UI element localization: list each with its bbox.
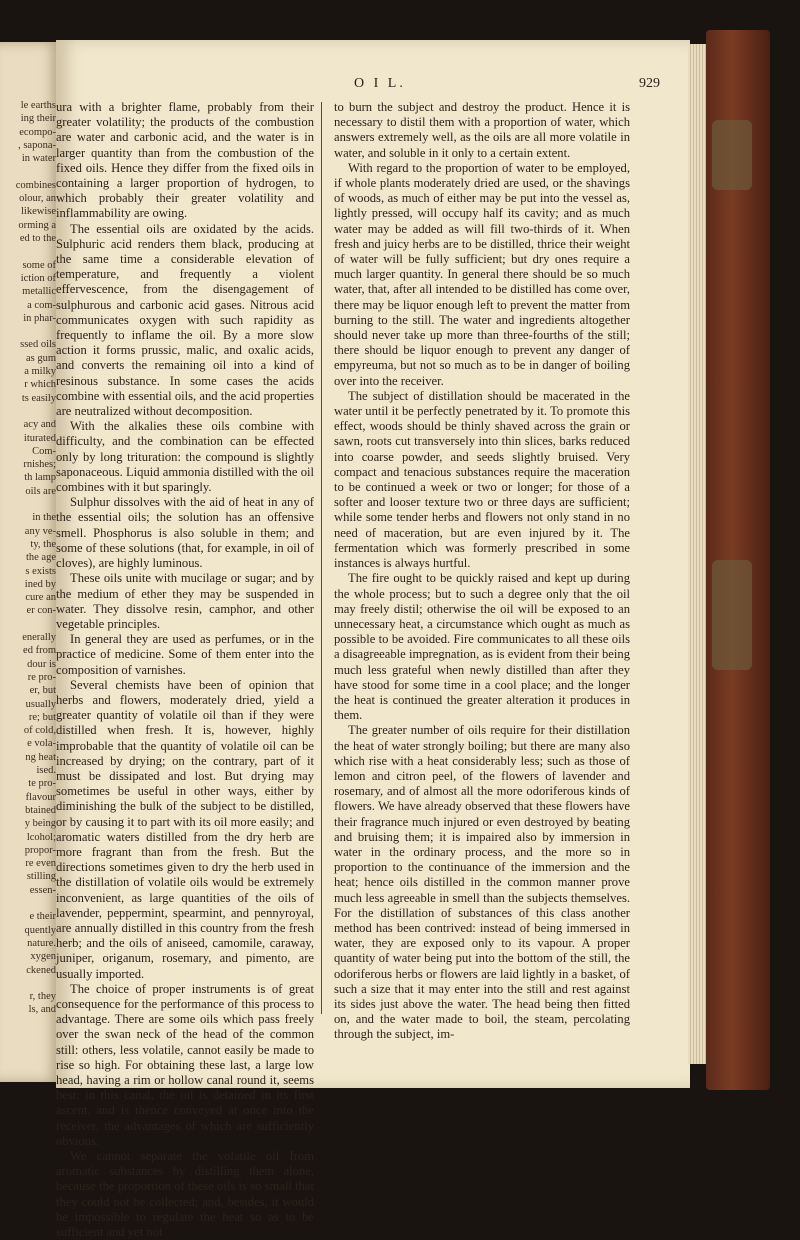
paragraph: ura with a brighter flame, probably from their greater volatility; the products of the combustion are water and carbonic acid, and the water is in larger quantity than from the combustion of the fixed oils. Hence they differ from the fixed oils in containing a larger proportion of hydrogen, to which probably their greater volatility and inflammability are owing.: [56, 100, 314, 221]
left-page-fragment: ined by: [24, 578, 56, 590]
left-page-fragment: ised.: [36, 765, 56, 776]
left-page-fragment: ls, and: [28, 1004, 56, 1016]
left-page-fragment: th lamp: [24, 472, 56, 484]
left-page-fragment: any ve-: [24, 525, 56, 537]
left-page-fragment: oils are: [25, 485, 56, 497]
page-header: [56, 76, 690, 96]
page-number: 929: [639, 76, 660, 91]
left-page-fragment: in phar-: [23, 312, 56, 324]
left-text-column: [56, 100, 314, 1240]
left-page-fragment: iturated: [23, 432, 56, 444]
left-page-fragment: er, but: [29, 685, 56, 697]
paragraph: With the alkalies these oils combine with difficulty, and the combination can be effected only by long trituration: the compound is slightly saponaceous. Liquid ammonia distilled with the oil combines with it but sparingly.: [56, 419, 314, 495]
left-page-fragment: combines: [15, 179, 56, 191]
left-page-fragment: le earths: [20, 100, 56, 111]
left-page-fragment: lcohol;: [26, 831, 56, 843]
left-page-fragment: dour is: [27, 658, 56, 670]
left-page-fragment: er con-: [26, 605, 56, 617]
paragraph: The greater number of oils require for their distillation the heat of water strongly boiling; but there are many also which rise with a heat considerably less; such as those of lemon and citron peel, of the flowers of lavender and rosemary, and of almost all the more odoriferous kinds of flowers. We have already observed that these flowers have their fragrance much injured or even destroyed by beating and bruising them; it is impaired also by immersion in water in the ordinary process, and the more so in proportion to the continuance of the immersion and the heat; hence oils distilled in the common manner prove much less agreeable in smell than the subjects themselves. For the distillation of substances of this class another method has been contrived: instead of being immersed in water, they are exposed only to its vapour. A proper quantity of water being put into the bottom of the still, the odoriferous herbs or flowers are laid lightly in a basket, of such a size that it may enter into the still and rest against its sides just above the water. The head being then fitted on, and the water made to boil, the steam, percolating through the subject, im-: [334, 723, 630, 1042]
left-page-fragment: propor-: [24, 844, 56, 856]
left-page-fragment: y being: [24, 818, 56, 830]
left-page-fragment: ing their: [20, 113, 56, 125]
left-page-fragment: rnishes;: [23, 459, 56, 471]
left-page-fragment: usually: [25, 698, 56, 710]
left-page-fragment: essen-: [29, 884, 56, 896]
left-page-fragment: stilling: [26, 871, 56, 883]
paragraph: Sulphur dissolves with the aid of heat in any of the essential oils; the solution has an offensive smell. Phosphorus is also soluble in them; and some of these solutions (that, for example, in oil of cloves), are highly luminous.: [56, 495, 314, 571]
paragraph: The subject of distillation should be macerated in the water until it be perfectly penetrated by it. To promote this effect, woods should be thinly shaved across the grain or sawn, roots cut transversely into thin slices, barks reduced into coarse powder, and seeds slightly bruised. Very compact and tenacious substances require the maceration to be continued a week or two or longer; for those of a softer and looser texture two or three days are sufficient; while some tender herbs and flowers not only stand in no need of maceration, but are even injured by it. The fermentation which was formerly prescribed in some instances is always hurtful.: [334, 388, 630, 571]
left-page-fragment: r which: [24, 379, 56, 391]
left-page-fragment: the age: [25, 552, 56, 564]
left-page-fragment: xygen: [30, 951, 56, 963]
left-page-fragment: of cold,: [23, 725, 56, 737]
left-page-fragment: a milky: [24, 366, 56, 377]
cover-wear-mark: [712, 560, 752, 670]
right-text-column: [334, 100, 630, 1042]
paragraph: With regard to the proportion of water to be employed, if whole plants moderately dried are used, or the shavings of woods, as much of either may be put into the vessel as, lightly pressed, will occupy half its cavity; and as much water may be added as will fill two-thirds of it. When fresh and juicy herbs are to be distilled, thrice their weight of water will be fully sufficient; but dry ones require a much larger quantity. In general there should be so much water, that, after all intended to be distilled has come over, there may be liquor enough left to prevent the matter from burning to the still. The water and ingredients altogether should never take up more than three-fourths of the still; there should be liquor enough to prevent any danger of empyreuma, but not so much as to be in danger of boiling over into the receiver.: [334, 160, 630, 388]
left-page-fragment: olour, an: [19, 193, 56, 205]
left-page-fragment: ed to the: [19, 233, 56, 244]
column-divider: [321, 102, 322, 1014]
left-page-fragment: re even: [25, 858, 56, 870]
left-page-fragment: ts easily: [21, 392, 56, 404]
left-page-fragment: orming a: [18, 219, 56, 231]
left-page-fragment: re pro-: [27, 671, 56, 683]
left-page-fragment: r, they: [29, 991, 56, 1003]
left-page-edge: [0, 42, 62, 1082]
left-page-fragment: s exists: [25, 565, 56, 577]
left-page-fragment: nature.: [27, 937, 56, 949]
left-page-fragment: te pro-: [28, 778, 56, 790]
left-page-fragment: e their: [29, 911, 56, 923]
paragraph: In general they are used as perfumes, or in the practice of medicine. Some of them enter into the composition of varnishes.: [56, 632, 314, 677]
paragraph: to burn the subject and destroy the product. Hence it is necessary to distil them with a proportion of water, which answers extremely well, as the oils are all more volatile in water, and soluble in it only to a certain extent.: [334, 100, 630, 160]
left-page-fragment: ecompo-: [19, 126, 56, 138]
paragraph: The choice of proper instruments is of great consequence for the performance of this process to advantage. There are some oils which pass freely over the swan neck of the head of the common still: others, less volatile, cannot easily be made to rise so high. For obtaining these last, a large low head, having a rim or hollow canal round it, seems best: in this canal, the oil is detained in its first ascent, and is thence conveyed at once into the receiver, the advantages of which are sufficiently obvious.: [56, 981, 314, 1148]
running-title: O I L.: [354, 76, 406, 91]
left-page-fragment: Com-: [32, 445, 56, 457]
left-page-fragment: metallic: [22, 286, 56, 298]
left-page-fragment: flavour: [25, 791, 56, 803]
left-page-fragment: ssed oils: [20, 339, 56, 351]
left-page-fragment: ng heat: [25, 751, 56, 763]
paragraph: The fire ought to be quickly raised and kept up during the whole process; but to such a degree only that the oil may freely distil; otherwise the oil will be exposed to an unnecessary heat, a circumstance which ought as much as possible to be avoided. Fire communicates to all these oils a disagreeable impregnation, as is evident from their being much less grateful when newly distilled than after they have stood for some time in a cool place; and the longer the heat is continued the greater alteration it produces in them.: [334, 571, 630, 723]
left-page-fragment: e vola-: [27, 738, 56, 750]
left-page-fragment: ed from: [23, 645, 56, 657]
left-page-fragment: as gum: [25, 352, 56, 364]
left-page-fragment: a com-: [27, 299, 56, 311]
left-page-fragment: ckened: [26, 964, 56, 976]
left-page-fragment: , sapona-: [18, 139, 56, 151]
left-page-fragment: some of: [22, 259, 56, 271]
left-page-fragment: in water: [21, 153, 56, 165]
paragraph: Several chemists have been of opinion that herbs and flowers, moderately dried, yield a greater quantity of volatile oil than if they were distilled when fresh. It is, however, highly improbable that the quantity of volatile oil can be increased by drying; on the contrary, part of it must be dissipated and lost. But drying may sometimes be useful in other ways, either by diminishing the bulk of the subject to be distilled, or by causing it to part with its oil more easily; and aromatic waters distilled from the dry herb are more fragrant than from the fresh. But the directions sometimes given to dry the herb used in the distillation of volatile oils would be extremely inconvenient, as large quantities of the oils of lavender, peppermint, spearmint, and pennyroyal, are annually distilled in this country from the fresh herb; and the oils of aniseed, camomile, caraway, juniper, origanum, rosemary, and pimento, are usually imported.: [56, 677, 314, 981]
left-page-fragment: iction of: [20, 272, 56, 284]
paragraph: We cannot separate the volatile oil from aromatic substances by distilling them alone, because the proportion of these oils is so small that they could not be collected; and, besides, it would be impossible to regulate the heat so as to be sufficient and yet not: [56, 1149, 314, 1240]
left-page-fragment: cure an: [25, 592, 56, 604]
paragraph: The essential oils are oxidated by the acids. Sulphuric acid renders them black, producing at the same time a considerable elevation of temperature, and frequently a violent effervescence, from the disengagement of sulphurous and carbonic acid gases. Nitrous acid communicates oxygen with such rapidity as frequently to inflame the oil. By a more slow action it forms prussic, malic, and oxalic acids, and converts the remaining oil into a kind of resinous substance. In some cases the acids combine with essential oils, and the acid properties are neutralized without decomposition.: [56, 221, 314, 419]
paragraph: These oils unite with mucilage or sugar; and by the medium of ether they may be suspended in water. They dissolve resin, camphor, and other vegetable principles.: [56, 571, 314, 631]
left-page-fragment: btained: [25, 804, 56, 816]
left-page-fragment: quently: [24, 924, 56, 936]
left-page-fragment: ty, the: [30, 538, 56, 550]
left-page-fragment: re; but: [28, 711, 56, 723]
left-page-fragment: in the: [32, 512, 56, 524]
left-page-fragment: likewise: [21, 206, 56, 218]
left-page-fragment: acy and: [23, 419, 56, 431]
left-page-fragment: enerally: [22, 632, 56, 643]
cover-wear-mark: [712, 120, 752, 190]
